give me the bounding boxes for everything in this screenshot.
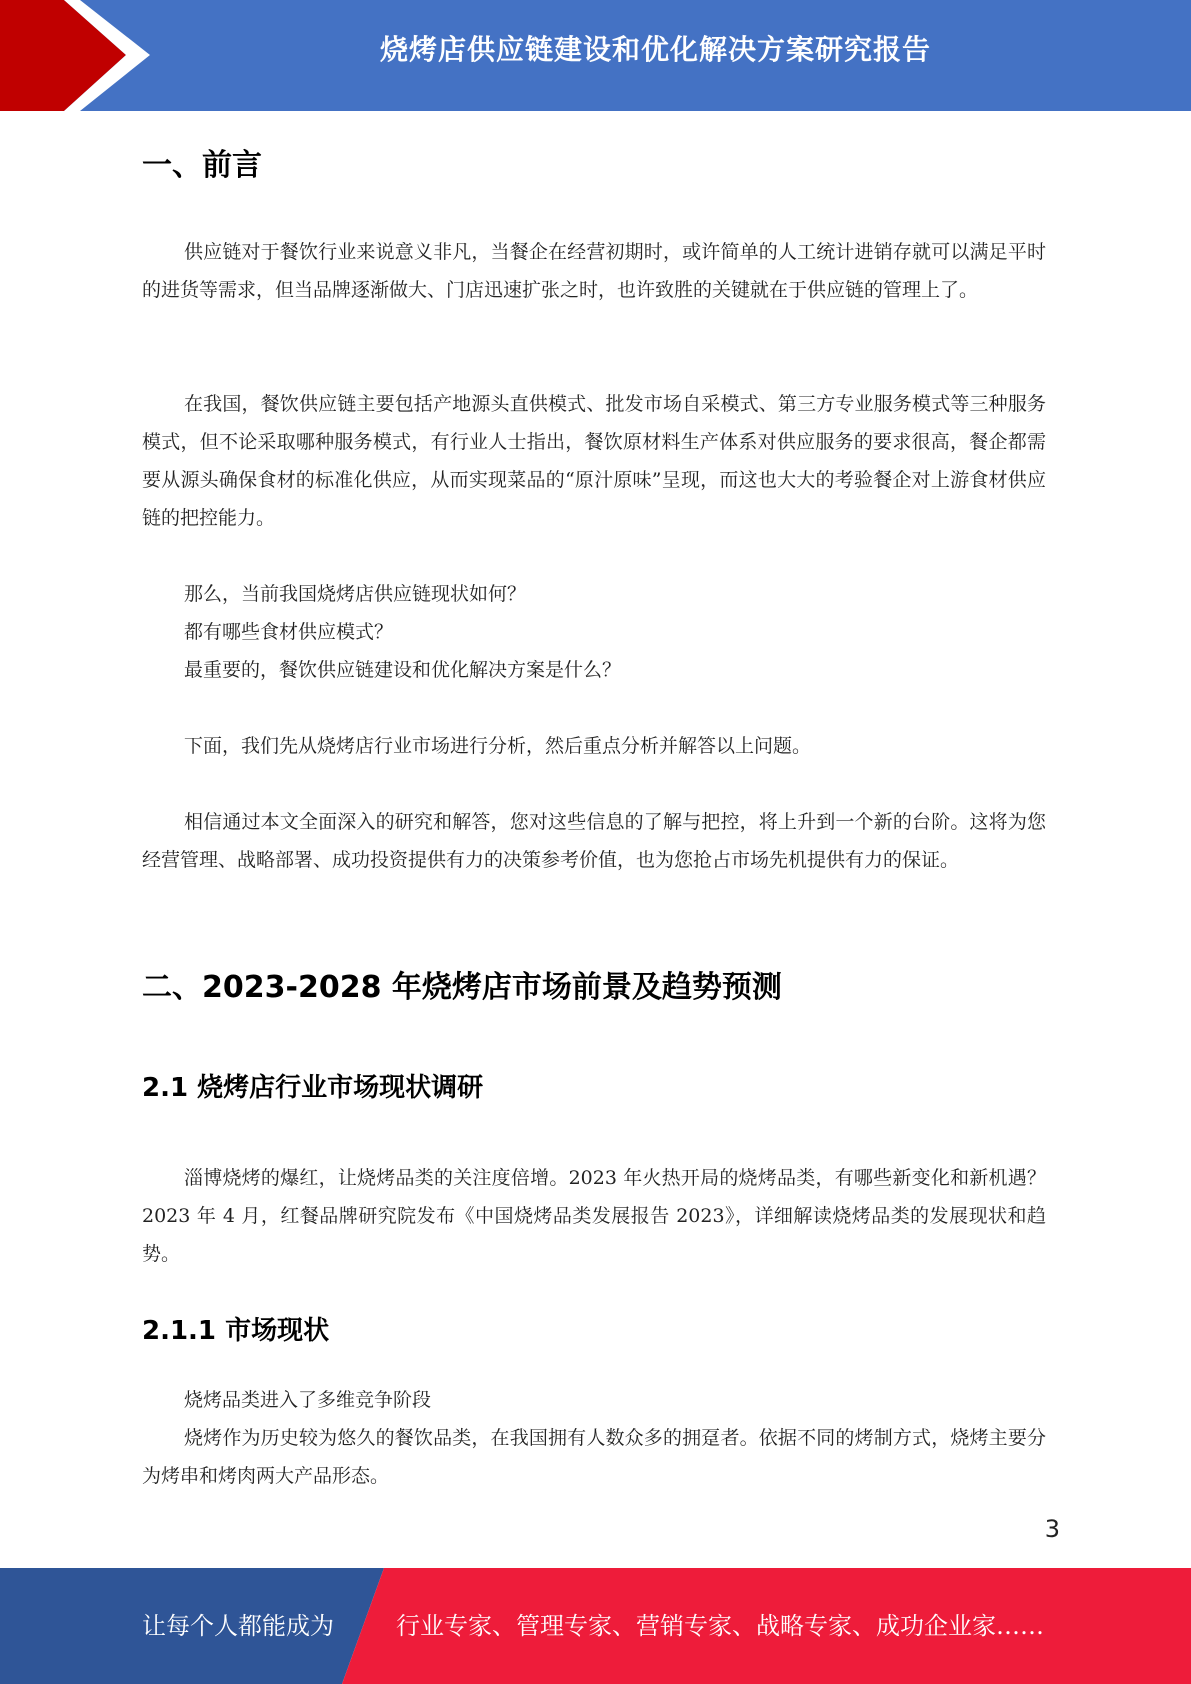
paragraph: 在我国，餐饮供应链主要包括产地源头直供模式、批发市场自采模式、第三方专业服务模式等三种服务模式，但不论采取哪种服务模式，有行业人士指出，餐饮原材料生产体系对供应服务的要求很高，餐企都需要从源头确保食材的标准化供应，从而实现菜品的“原汁原味”呈现，而这也大大的考验餐企对上游食材供应链的把控能力。: [142, 393, 1046, 529]
page-number: 3: [1044, 1515, 1060, 1543]
question-line: 最重要的，餐饮供应链建设和优化解决方案是什么？: [184, 659, 622, 681]
paragraph: 供应链对于餐饮行业来说意义非凡，当餐企在经营初期时，或许简单的人工统计进销存就可以满足平时的进货等需求，但当品牌逐渐做大、门店迅速扩张之时，也许致胜的关键就在于供应链的管理上了。: [142, 241, 1046, 301]
question-line: 那么，当前我国烧烤店供应链现状如何？: [184, 583, 527, 605]
paragraph-line: 烧烤品类进入了多维竞争阶段: [184, 1389, 432, 1411]
paragraph: 烧烤作为历史较为悠久的餐饮品类，在我国拥有人数众多的拥趸者。依据不同的烤制方式，烧烤主要分为烤串和烤肉两大产品形态。: [142, 1427, 1046, 1487]
page-footer: [0, 1568, 1191, 1684]
footer-slogan-right: 行业专家、管理专家、营销专家、战略专家、成功企业家……: [396, 1612, 1044, 1640]
subsection-heading: 2.1.1 市场现状: [142, 1316, 330, 1346]
paragraph: 下面，我们先从烧烤店行业市场进行分析，然后重点分析并解答以上问题。: [184, 735, 812, 757]
section-heading-outlook: 二、2023-2028 年烧烤店市场前景及趋势预测: [142, 970, 782, 1005]
paragraph: 淄博烧烤的爆红，让烧烤品类的关注度倍增。2023 年火热开局的烧烤品类，有哪些新变化和新机遇？2023 年 4 月，红餐品牌研究院发布《中国烧烤品类发展报告 2023》，详细解读烧烤品类的发展现状和趋势。: [142, 1167, 1046, 1265]
subsection-heading: 2.1 烧烤店行业市场现状调研: [142, 1073, 484, 1103]
section-heading-preface: 一、前言: [142, 148, 262, 183]
report-title: 烧烤店供应链建设和优化解决方案研究报告: [379, 33, 931, 66]
footer-slogan-left: 让每个人都能成为: [142, 1612, 334, 1640]
paragraph: 相信通过本文全面深入的研究和解答，您对这些信息的了解与把控，将上升到一个新的台阶。这将为您经营管理、战略部署、成功投资提供有力的决策参考价值，也为您抢占市场先机提供有力的保证。: [142, 811, 1046, 871]
question-line: 都有哪些食材供应模式？: [184, 621, 394, 643]
page-header: [0, 0, 1191, 111]
